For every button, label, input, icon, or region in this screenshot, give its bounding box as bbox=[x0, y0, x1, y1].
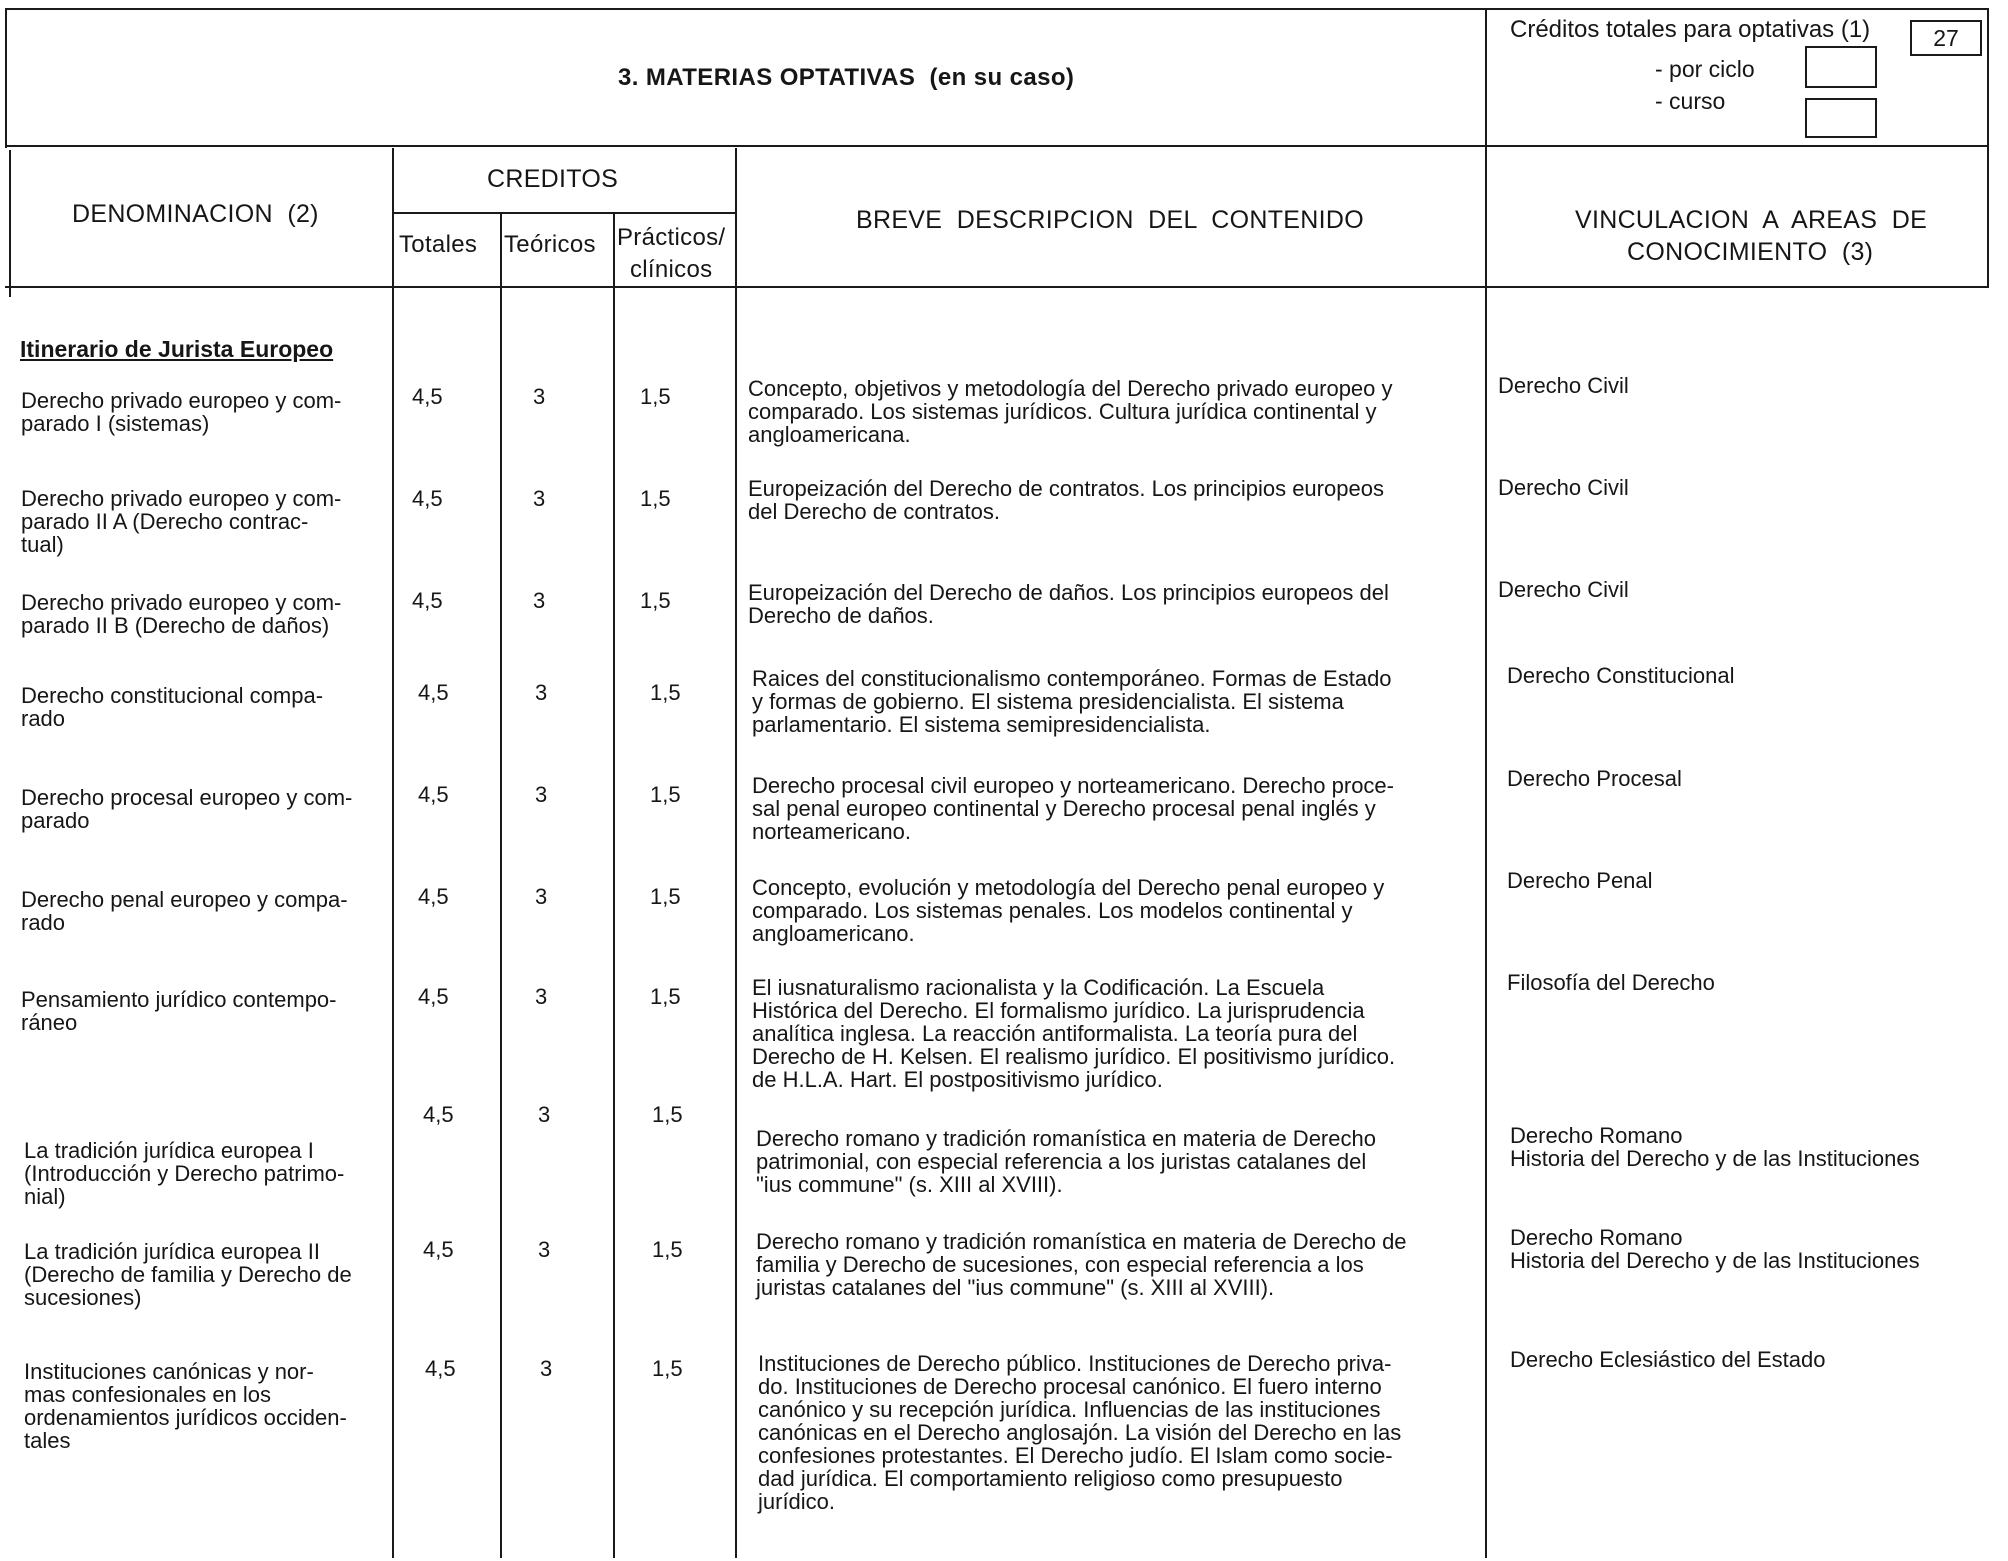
row-description-line: y formas de gobierno. El sistema presidencialista. El sistema bbox=[752, 689, 1344, 714]
row-practicos: 1,5 bbox=[652, 1102, 683, 1127]
row-description-line: Histórica del Derecho. El formalismo jurídico. La jurisprudencia bbox=[752, 998, 1365, 1023]
row-name-line: (Derecho de familia y Derecho de bbox=[24, 1262, 352, 1287]
row-area-line: Historia del Derecho y de las Instituciones bbox=[1510, 1248, 1920, 1273]
row-name bbox=[21, 786, 352, 832]
curso-box bbox=[1805, 98, 1877, 138]
row-description bbox=[752, 976, 1480, 1091]
row-totales: 4,5 bbox=[418, 680, 449, 705]
row-totales: 4,5 bbox=[418, 984, 449, 1009]
row-name-line: rado bbox=[21, 706, 66, 731]
row-practicos: 1,5 bbox=[652, 1356, 683, 1381]
frame-right-line bbox=[1987, 8, 1989, 288]
col-vinculacion-line1: VINCULACION A AREAS DE bbox=[1575, 206, 1928, 234]
row-areas bbox=[1498, 374, 1629, 397]
col-vinculacion-line2: CONOCIMIENTO (3) bbox=[1627, 238, 1874, 266]
row-description bbox=[752, 774, 1480, 843]
row-area-line: Derecho Civil bbox=[1498, 373, 1629, 398]
row-area-line: Derecho Constitucional bbox=[1507, 663, 1735, 688]
credits-total-label: Créditos totales para optativas (1) bbox=[1510, 16, 1871, 43]
row-description-line: angloamericano. bbox=[752, 921, 915, 946]
row-totales: 4,5 bbox=[418, 884, 449, 909]
row-totales: 4,5 bbox=[412, 588, 443, 613]
row-description-line: Europeización del Derecho de contratos. Los principios europeos bbox=[748, 476, 1384, 501]
row-description-line: juristas catalanes del "ius commune" (s. XIII al XVIII). bbox=[756, 1275, 1275, 1300]
col-line-1 bbox=[392, 148, 394, 1558]
row-area-line: Derecho Romano bbox=[1510, 1123, 1683, 1148]
credits-total-box bbox=[1910, 20, 1982, 56]
row-teoricos: 3 bbox=[535, 782, 548, 807]
page-title: 3. MATERIAS OPTATIVAS (en su caso) bbox=[618, 64, 1075, 91]
row-description bbox=[756, 1230, 1480, 1299]
row-description-line: El iusnaturalismo racionalista y la Codificación. La Escuela bbox=[752, 975, 1325, 1000]
col-denominacion: DENOMINACION (2) bbox=[72, 200, 319, 228]
row-name-line: rado bbox=[21, 910, 66, 935]
row-description-line: Derecho romano y tradición romanística en materia de Derecho bbox=[756, 1126, 1376, 1151]
row-name-line: La tradición jurídica europea I bbox=[24, 1138, 314, 1163]
row-description-line: analítica inglesa. La reacción antiformalista. La teoría pura del bbox=[752, 1021, 1358, 1046]
row-teoricos: 3 bbox=[538, 1102, 551, 1127]
row-description-line: familia y Derecho de sucesiones, con especial referencia a los bbox=[756, 1252, 1364, 1277]
row-totales: 4,5 bbox=[418, 782, 449, 807]
col-line-4 bbox=[735, 148, 737, 1558]
row-totales: 4,5 bbox=[423, 1237, 454, 1262]
row-description bbox=[748, 377, 1480, 446]
row-teoricos: 3 bbox=[540, 1356, 553, 1381]
row-area-line: Derecho Penal bbox=[1507, 868, 1653, 893]
row-name-line: ordenamientos jurídicos occiden- bbox=[24, 1405, 347, 1430]
row-areas bbox=[1510, 1348, 1826, 1371]
col-creditos: CREDITOS bbox=[487, 165, 619, 193]
row-name-line: Derecho privado europeo y com- bbox=[21, 486, 342, 511]
row-teoricos: 3 bbox=[535, 884, 548, 909]
col-totales: Totales bbox=[399, 231, 478, 258]
row-description-line: Derecho procesal civil europeo y norteamericano. Derecho proce- bbox=[752, 773, 1394, 798]
row-description-line: dad jurídica. El comportamiento religioso como presupuesto bbox=[758, 1466, 1343, 1491]
header-separator-line bbox=[5, 145, 1989, 147]
row-description-line: canónico y su recepción jurídica. Influencias de las instituciones bbox=[758, 1397, 1381, 1422]
row-practicos: 1,5 bbox=[650, 782, 681, 807]
row-name-line: ráneo bbox=[21, 1010, 78, 1035]
row-totales: 4,5 bbox=[423, 1102, 454, 1127]
row-description bbox=[748, 477, 1480, 523]
col-teoricos: Teóricos bbox=[504, 231, 596, 258]
row-area-line: Derecho Romano bbox=[1510, 1225, 1683, 1250]
row-area-line: Derecho Civil bbox=[1498, 475, 1629, 500]
row-teoricos: 3 bbox=[533, 588, 546, 613]
row-area-line: Filosofía del Derecho bbox=[1507, 970, 1715, 995]
row-name bbox=[24, 1139, 344, 1208]
row-description-line: patrimonial, con especial referencia a los juristas catalanes del bbox=[756, 1149, 1367, 1174]
row-description-line: Concepto, objetivos y metodología del Derecho privado europeo y bbox=[748, 376, 1393, 401]
section-title: Itinerario de Jurista Europeo bbox=[20, 336, 334, 362]
row-description-line: do. Instituciones de Derecho procesal canónico. El fuero interno bbox=[758, 1374, 1382, 1399]
row-description bbox=[752, 667, 1480, 736]
row-name-line: Derecho procesal europeo y com- bbox=[21, 785, 353, 810]
row-name bbox=[21, 389, 341, 435]
row-name-line: nial) bbox=[24, 1184, 66, 1209]
row-name-line: parado I (sistemas) bbox=[21, 411, 210, 436]
row-description-line: Derecho de H. Kelsen. El realismo jurídico. El positivismo jurídico. bbox=[752, 1044, 1396, 1069]
row-description bbox=[752, 876, 1480, 945]
row-areas bbox=[1507, 971, 1715, 994]
row-description-line: Derecho de daños. bbox=[748, 603, 934, 628]
row-practicos: 1,5 bbox=[650, 884, 681, 909]
col-line-5 bbox=[1485, 148, 1487, 1558]
row-description-line: angloamericana. bbox=[748, 422, 911, 447]
row-name-line: parado II A (Derecho contrac- bbox=[21, 509, 309, 534]
row-description-line: canónicas en el Derecho anglosajón. La visión del Derecho en las bbox=[758, 1420, 1402, 1445]
title-box-divider-line bbox=[1485, 8, 1487, 148]
row-name bbox=[21, 988, 337, 1034]
row-description-line: comparado. Los sistemas jurídicos. Cultura jurídica continental y bbox=[748, 399, 1377, 424]
row-description bbox=[756, 1127, 1480, 1196]
row-description-line: Europeización del Derecho de daños. Los principios europeos del bbox=[748, 580, 1389, 605]
row-areas bbox=[1507, 869, 1653, 892]
row-areas bbox=[1510, 1226, 1920, 1272]
row-description-line: norteamericano. bbox=[752, 819, 911, 844]
row-description bbox=[758, 1352, 1480, 1513]
row-description-line: confesiones protestantes. El Derecho judío. El Islam como socie- bbox=[758, 1443, 1393, 1468]
row-areas bbox=[1507, 664, 1734, 687]
row-name-line: Derecho privado europeo y com- bbox=[21, 388, 342, 413]
row-name-line: sucesiones) bbox=[24, 1285, 142, 1310]
colhead-separator-line bbox=[5, 286, 1989, 288]
row-name-line: tales bbox=[24, 1428, 71, 1453]
row-name-line: tual) bbox=[21, 532, 64, 557]
row-totales: 4,5 bbox=[412, 486, 443, 511]
row-teoricos: 3 bbox=[533, 384, 546, 409]
row-description-line: de H.L.A. Hart. El postpositivismo jurídico. bbox=[752, 1067, 1163, 1092]
row-name bbox=[21, 591, 341, 637]
row-area-line: Derecho Eclesiástico del Estado bbox=[1510, 1347, 1826, 1372]
row-description bbox=[748, 581, 1480, 627]
row-name-line: (Introducción y Derecho patrimo- bbox=[24, 1161, 345, 1186]
row-description-line: parlamentario. El sistema semipresidencialista. bbox=[752, 712, 1211, 737]
row-description-line: comparado. Los sistemas penales. Los modelos continental y bbox=[752, 898, 1353, 923]
row-name-line: Pensamiento jurídico contempo- bbox=[21, 987, 337, 1012]
row-totales: 4,5 bbox=[425, 1356, 456, 1381]
row-name-line: La tradición jurídica europea II bbox=[24, 1239, 320, 1264]
row-name-line: parado bbox=[21, 808, 90, 833]
credits-total-value: 27 bbox=[1933, 25, 1959, 51]
row-areas bbox=[1498, 476, 1629, 499]
row-teoricos: 3 bbox=[535, 984, 548, 1009]
col-practicos-line1: Prácticos/ bbox=[617, 224, 726, 251]
col-line-2 bbox=[500, 214, 502, 1558]
col-practicos-line2: clínicos bbox=[630, 256, 713, 283]
row-practicos: 1,5 bbox=[640, 588, 671, 613]
row-description-line: jurídico. bbox=[758, 1489, 836, 1514]
row-description-line: Instituciones de Derecho público. Instituciones de Derecho priva- bbox=[758, 1351, 1392, 1376]
row-areas bbox=[1510, 1124, 1920, 1170]
por-ciclo-box bbox=[1805, 46, 1877, 88]
row-description-line: Concepto, evolución y metodología del Derecho penal europeo y bbox=[752, 875, 1385, 900]
row-name-line: Derecho constitucional compa- bbox=[21, 683, 324, 708]
frame-left-lower-line bbox=[9, 150, 11, 297]
col-line-3 bbox=[613, 214, 615, 1558]
frame-left-line bbox=[5, 8, 7, 148]
row-description-line: Derecho romano y tradición romanística en materia de Derecho de bbox=[756, 1229, 1407, 1254]
por-ciclo-label: - por ciclo bbox=[1655, 56, 1755, 82]
col-descripcion: BREVE DESCRIPCION DEL CONTENIDO bbox=[856, 206, 1364, 234]
row-practicos: 1,5 bbox=[640, 486, 671, 511]
row-teoricos: 3 bbox=[538, 1237, 551, 1262]
row-description-line: del Derecho de contratos. bbox=[748, 499, 1000, 524]
creditos-sub-line bbox=[392, 212, 737, 214]
row-practicos: 1,5 bbox=[640, 384, 671, 409]
row-teoricos: 3 bbox=[535, 680, 548, 705]
row-name bbox=[21, 888, 348, 934]
row-area-line: Derecho Procesal bbox=[1507, 766, 1682, 791]
row-practicos: 1,5 bbox=[650, 680, 681, 705]
row-description-line: "ius commune" (s. XIII al XVIII). bbox=[756, 1172, 1063, 1197]
row-areas bbox=[1507, 767, 1682, 790]
curso-label: - curso bbox=[1655, 88, 1726, 114]
row-totales: 4,5 bbox=[412, 384, 443, 409]
row-description-line: Raices del constitucionalismo contemporáneo. Formas de Estado bbox=[752, 666, 1392, 691]
row-teoricos: 3 bbox=[533, 486, 546, 511]
row-name-line: parado II B (Derecho de daños) bbox=[21, 613, 330, 638]
row-area-line: Historia del Derecho y de las Instituciones bbox=[1510, 1146, 1920, 1171]
row-area-line: Derecho Civil bbox=[1498, 577, 1629, 602]
row-practicos: 1,5 bbox=[652, 1237, 683, 1262]
row-name-line: Instituciones canónicas y nor- bbox=[24, 1359, 314, 1384]
row-practicos: 1,5 bbox=[650, 984, 681, 1009]
row-name-line: Derecho penal europeo y compa- bbox=[21, 887, 348, 912]
row-name bbox=[21, 684, 323, 730]
row-description-line: sal penal europeo continental y Derecho procesal penal inglés y bbox=[752, 796, 1376, 821]
row-name bbox=[24, 1240, 352, 1309]
row-name bbox=[21, 487, 341, 556]
row-areas bbox=[1498, 578, 1629, 601]
row-name-line: Derecho privado europeo y com- bbox=[21, 590, 342, 615]
frame-top-line bbox=[5, 8, 1989, 10]
row-name bbox=[24, 1360, 347, 1452]
row-name-line: mas confesionales en los bbox=[24, 1382, 272, 1407]
